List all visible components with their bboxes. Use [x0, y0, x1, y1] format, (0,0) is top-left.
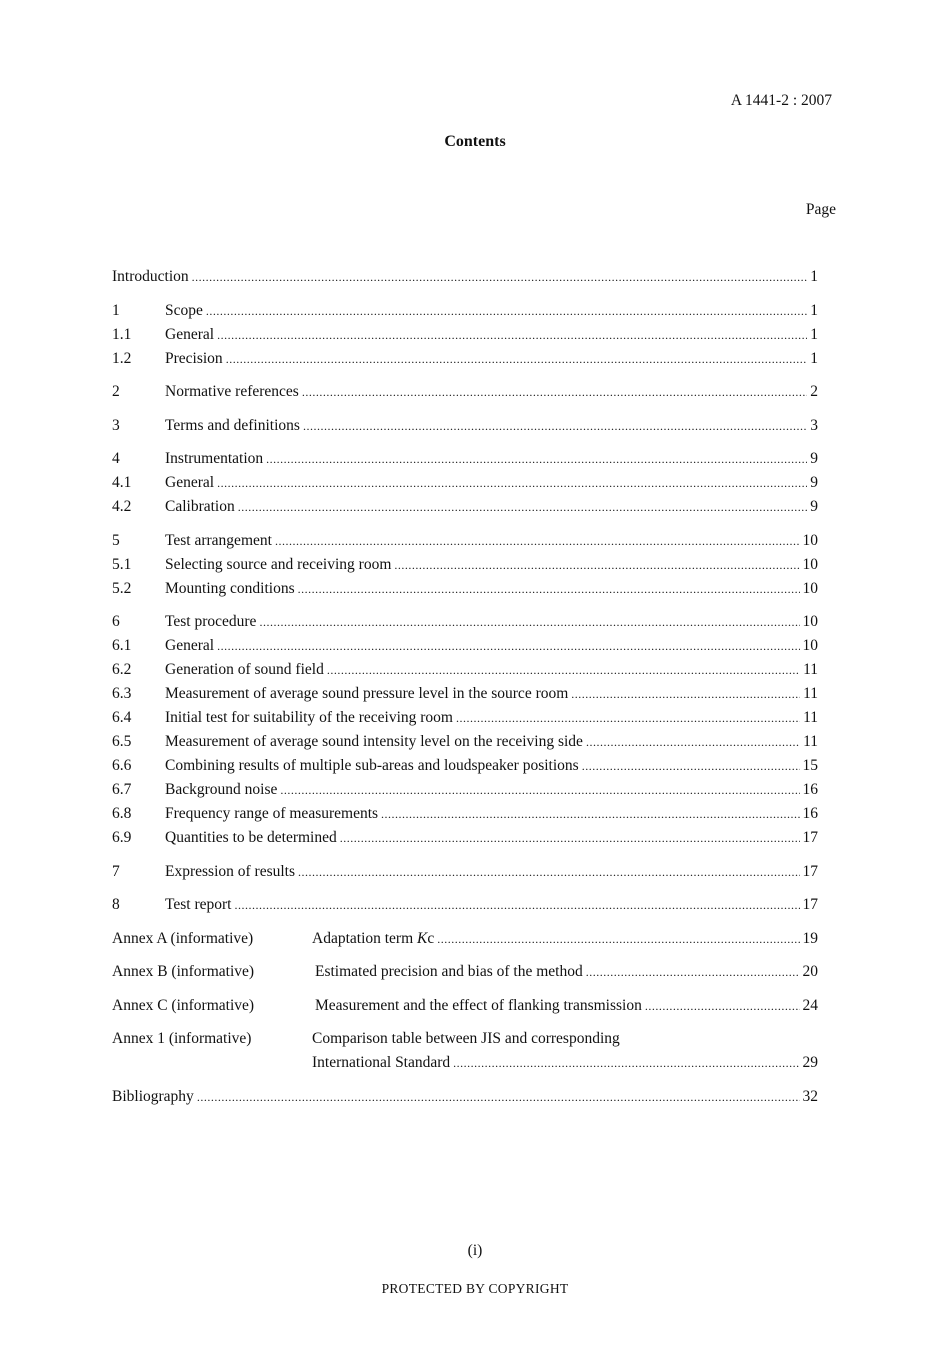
toc-leader [453, 1051, 799, 1075]
toc-leader [298, 860, 799, 884]
toc-leader [327, 658, 800, 682]
toc-page: 10 [802, 637, 818, 654]
toc-entry-6-8[interactable] [112, 802, 818, 826]
toc-title: Test report [165, 896, 232, 913]
toc-leader [302, 380, 807, 404]
toc-title: Precision [165, 349, 223, 367]
toc-number: 5 [112, 531, 120, 549]
toc-leader [437, 927, 799, 951]
toc-number: 2 [112, 383, 120, 400]
toc-number: 1 [112, 301, 120, 319]
toc-title: Measurement of average sound intensity level on the receiving side [165, 733, 583, 750]
toc-page: 17 [802, 896, 818, 913]
toc-page: 1 [810, 268, 818, 285]
toc-page: 19 [802, 929, 818, 947]
toc-entry-4-2[interactable] [112, 495, 818, 519]
toc-title: Introduction [112, 268, 189, 285]
toc-entry-annex-c[interactable] [112, 994, 818, 1018]
toc-title: Measurement of average sound pressure level in the source room [165, 685, 569, 702]
toc-title: Measurement and the effect of flanking transmission [315, 996, 642, 1014]
toc-entry-6-2[interactable] [112, 658, 818, 682]
toc-number: 6.7 [112, 781, 132, 798]
annex-label: Annex A (informative) [112, 929, 254, 947]
toc-leader [586, 960, 800, 984]
toc-entry-6-5[interactable] [112, 730, 818, 754]
toc-title: Background noise [165, 781, 278, 798]
toc-page: 29 [802, 1054, 818, 1071]
toc-page: 20 [802, 963, 818, 980]
toc-entry-6-3[interactable] [112, 682, 818, 706]
toc-leader [571, 682, 800, 706]
toc-number: 6.5 [112, 733, 132, 750]
toc-entry-annex-a[interactable] [112, 927, 818, 951]
toc-page: 32 [802, 1087, 818, 1105]
toc-entry-6-4[interactable] [112, 706, 818, 730]
toc-number: 3 [112, 416, 120, 434]
toc-entry-6-7[interactable] [112, 778, 818, 802]
toc-title: Generation of sound field [165, 661, 324, 678]
toc-number: 4.2 [112, 498, 132, 515]
toc-leader [275, 529, 800, 553]
toc-leader [217, 323, 807, 347]
toc-title: Comparison table between JIS and corresponding [312, 1030, 620, 1047]
toc-title: Instrumentation [165, 450, 264, 467]
toc-entry-introduction[interactable] [112, 265, 818, 289]
toc-page: 10 [802, 579, 818, 597]
page-title: Contents [444, 133, 506, 150]
toc-leader [586, 730, 800, 754]
toc-leader [582, 754, 800, 778]
toc-number: 6 [112, 613, 120, 630]
document-id: A 1441-2 : 2007 [730, 92, 832, 109]
toc-leader [217, 634, 799, 658]
toc-title: Estimated precision and bias of the method [315, 963, 583, 980]
toc-title: Normative references [165, 383, 299, 400]
toc-page: 10 [802, 613, 818, 630]
toc-page: 9 [810, 474, 818, 491]
toc-title: General [165, 474, 215, 491]
toc-page: 16 [802, 805, 818, 822]
toc-page: 1 [810, 301, 818, 319]
toc-page: 9 [810, 498, 818, 515]
toc-entry-2[interactable] [112, 380, 818, 404]
toc-page: 10 [802, 531, 818, 549]
toc-title: Quantities to be determined [165, 829, 337, 846]
toc-page: 15 [802, 757, 818, 774]
toc-number: 5.2 [112, 579, 132, 597]
toc-entry-6-9[interactable] [112, 826, 818, 850]
toc-title: Scope [165, 301, 203, 319]
toc-page: 11 [803, 709, 818, 726]
toc-number: 6.3 [112, 685, 132, 702]
toc-leader [235, 893, 800, 917]
annex-label: Annex B (informative) [112, 963, 255, 980]
toc-page: 17 [802, 829, 818, 846]
toc-number: 1.2 [112, 349, 132, 367]
toc-number: 1.1 [112, 325, 132, 343]
toc-entry-3[interactable] [112, 414, 818, 438]
toc-entry-1[interactable] [112, 299, 818, 323]
toc-leader [226, 347, 808, 371]
toc-leader [456, 706, 800, 730]
toc-entry-6-6[interactable] [112, 754, 818, 778]
toc-entry-6-1[interactable] [112, 634, 818, 658]
toc-entry-annex-b[interactable] [112, 960, 818, 984]
toc-leader [340, 826, 800, 850]
toc-title: Bibliography [112, 1087, 194, 1105]
toc-title: Calibration [165, 498, 235, 515]
toc-page: 3 [810, 416, 818, 434]
toc-number: 4.1 [112, 474, 132, 491]
toc-leader [394, 553, 799, 577]
toc-page: 1 [810, 325, 818, 343]
toc-number: 6.4 [112, 709, 132, 726]
toc-title: General [165, 637, 215, 654]
toc-leader [266, 447, 807, 471]
toc-title: Mounting conditions [165, 579, 295, 597]
toc-leader [259, 610, 799, 634]
toc-page: 10 [802, 555, 818, 573]
toc-title: Initial test for suitability of the receiving room [165, 709, 453, 726]
toc-entry-5-1[interactable] [112, 553, 818, 577]
toc-page: 1 [810, 349, 818, 367]
toc-leader [645, 994, 800, 1018]
toc-title: Adaptation term Kc [312, 929, 435, 947]
toc-number: 6.6 [112, 757, 132, 774]
toc-title: Terms and definitions [165, 416, 300, 434]
toc-page: 11 [803, 661, 818, 678]
toc-title: Combining results of multiple sub-areas and loudspeaker positions [165, 757, 579, 774]
table-of-contents [112, 265, 818, 1109]
toc-entry-1-1[interactable] [112, 323, 818, 347]
toc-number: 6.9 [112, 829, 132, 846]
toc-number: 8 [112, 896, 120, 913]
toc-leader [197, 1085, 800, 1109]
toc-entry-7[interactable] [112, 860, 818, 884]
toc-leader [280, 778, 799, 802]
toc-number: 6.8 [112, 805, 132, 822]
toc-leader [238, 495, 808, 519]
page-number: (i) [467, 1242, 483, 1259]
toc-leader [381, 802, 799, 826]
toc-entry-annex-1-continued[interactable] [112, 1051, 818, 1075]
toc-number: 6.1 [112, 637, 132, 654]
toc-number: 5.1 [112, 555, 132, 573]
toc-page: 9 [810, 450, 818, 467]
toc-leader [206, 299, 807, 323]
toc-page: 17 [802, 862, 818, 880]
toc-title: Test arrangement [165, 531, 272, 549]
page-column-label: Page [805, 201, 836, 218]
toc-page: 24 [802, 996, 818, 1014]
toc-number: 7 [112, 862, 120, 880]
toc-entry-5[interactable] [112, 529, 818, 553]
toc-title: International Standard [312, 1054, 451, 1071]
annex-label: Annex 1 (informative) [112, 1030, 252, 1047]
toc-page: 16 [802, 781, 818, 798]
toc-page: 11 [803, 685, 818, 702]
toc-entry-4-1[interactable] [112, 471, 818, 495]
toc-title: General [165, 325, 215, 343]
toc-entry-6[interactable] [112, 610, 818, 634]
toc-title: Frequency range of measurements [165, 805, 379, 822]
toc-leader [298, 577, 800, 601]
toc-leader [303, 414, 807, 438]
toc-entry-4[interactable] [112, 447, 818, 471]
toc-title: Expression of results [165, 862, 296, 880]
toc-leader [192, 265, 808, 289]
toc-entry-8[interactable] [112, 893, 818, 917]
toc-leader [217, 471, 807, 495]
toc-title: Test procedure [165, 613, 257, 630]
toc-number: 4 [112, 450, 120, 467]
annex-label: Annex C (informative) [112, 996, 255, 1014]
toc-entry-1-2[interactable] [112, 347, 818, 371]
toc-entry-bibliography[interactable] [112, 1085, 818, 1109]
toc-title: Selecting source and receiving room [165, 555, 392, 573]
toc-entry-annex-1[interactable] [112, 1027, 818, 1051]
toc-page: 11 [803, 733, 818, 750]
toc-number: 6.2 [112, 661, 132, 678]
toc-entry-5-2[interactable] [112, 577, 818, 601]
toc-page: 2 [810, 383, 818, 400]
copyright-notice: PROTECTED BY COPYRIGHT [381, 1281, 569, 1296]
